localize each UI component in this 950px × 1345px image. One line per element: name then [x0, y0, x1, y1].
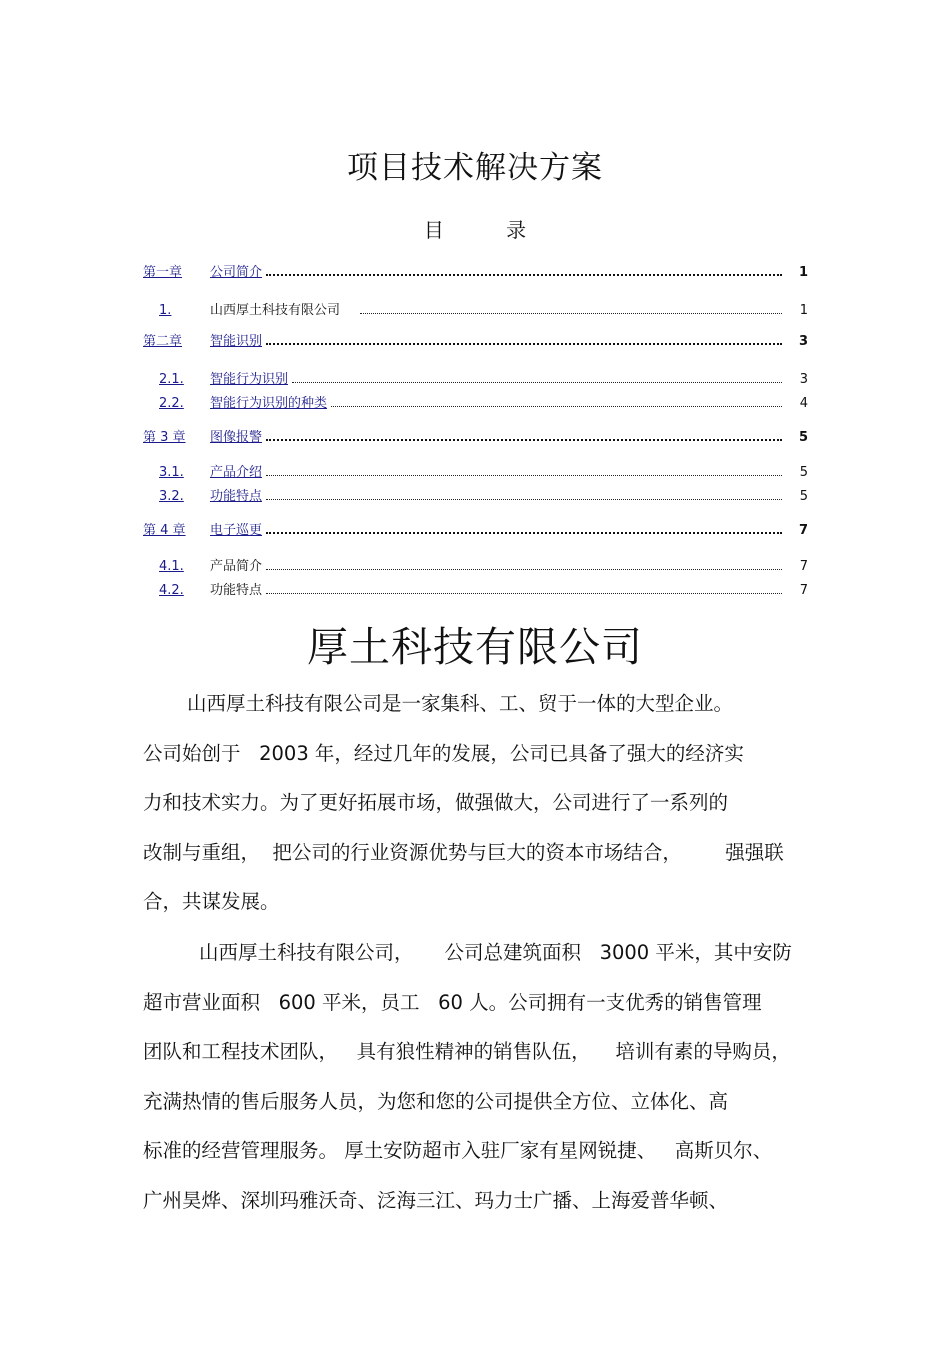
toc-entry-title[interactable]: 产品介绍: [210, 465, 263, 480]
toc-leader-dots: [266, 438, 782, 441]
toc-entry-title[interactable]: 山西厚土科技有限公司: [210, 303, 341, 318]
toc-entry[interactable]: [143, 580, 808, 598]
toc-entry-title[interactable]: 智能行为识别: [210, 372, 289, 387]
toc-entry-title[interactable]: 智能行为识别的种类: [210, 396, 328, 411]
toc-entry-page: 4: [799, 396, 808, 411]
toc-entry-number[interactable]: 第二章: [143, 334, 183, 349]
paragraph-line: 山西厚土科技有限公司是一家集科、工、贸于一体的大型企业。: [187, 692, 734, 715]
toc-entry-number[interactable]: 第 3 章: [143, 430, 186, 445]
toc-leader-dots: [266, 531, 782, 534]
toc-entry[interactable]: [143, 427, 808, 445]
toc-entry-title[interactable]: 功能特点: [210, 583, 263, 598]
toc-entry-page: 3: [799, 372, 808, 387]
toc-leader-dots: [266, 498, 782, 500]
toc-leader-dots: [360, 312, 782, 314]
toc-entry-number[interactable]: 3.2.: [159, 489, 184, 504]
toc-entry[interactable]: [143, 300, 808, 318]
toc-entry-number[interactable]: 2.1.: [159, 372, 184, 387]
toc-entry-number[interactable]: 4.1.: [159, 559, 184, 574]
company-title: 厚土科技有限公司: [307, 623, 643, 671]
toc-entry-page: 5: [799, 489, 808, 504]
toc-entry[interactable]: [143, 462, 808, 480]
toc-entry-page: 5: [799, 465, 808, 480]
toc-entry-page: 1: [799, 303, 808, 318]
toc-entry-page: 1: [798, 265, 808, 280]
toc-entry-title[interactable]: 图像报警: [210, 430, 263, 445]
paragraph-line: 公司始创于 2003 年，经过几年的发展，公司已具备了强大的经济实: [143, 741, 744, 765]
toc-entry-page: 5: [798, 430, 808, 445]
paragraph-line: 标准的经营管理服务。 厚土安防超市入驻厂家有星网锐捷、 高斯贝尔、: [143, 1139, 773, 1163]
paragraph-line: 超市营业面积 600 平米，员工 60 人。公司拥有一支优秀的销售管理: [143, 990, 762, 1014]
toc-entry[interactable]: [143, 520, 808, 538]
toc-entry[interactable]: [143, 393, 808, 411]
toc-heading: 目 录: [423, 218, 555, 242]
toc-entry-number[interactable]: 2.2.: [159, 396, 184, 411]
toc-entry-page: 7: [799, 583, 808, 598]
doc-title: 项目技术解决方案: [347, 150, 603, 186]
toc-entry-number[interactable]: 3.1.: [159, 465, 184, 480]
toc-entry[interactable]: [143, 486, 808, 504]
toc-entry[interactable]: [143, 369, 808, 387]
toc-leader-dots: [266, 474, 782, 476]
toc-entry-number[interactable]: 第一章: [143, 265, 183, 280]
toc-entry-page: 3: [798, 334, 808, 349]
toc-leader-dots: [266, 342, 782, 345]
toc-leader-dots: [266, 592, 782, 594]
toc-entry-title[interactable]: 产品简介: [210, 559, 263, 574]
toc-entry-page: 7: [799, 559, 808, 574]
toc-entry-title[interactable]: 智能识别: [210, 334, 263, 349]
toc-entry-title[interactable]: 公司简介: [210, 265, 263, 280]
toc-entry[interactable]: [143, 556, 808, 574]
toc-entry-number[interactable]: 第 4 章: [143, 523, 186, 538]
paragraph-intro: [143, 679, 813, 927]
toc-entry[interactable]: [143, 262, 808, 280]
toc-leader-dots: [331, 405, 782, 407]
paragraph-overview: [143, 928, 813, 1226]
toc-entry-page: 7: [798, 523, 808, 538]
toc-entry-number[interactable]: 1.: [159, 303, 172, 318]
toc-entry-title[interactable]: 功能特点: [210, 489, 263, 504]
paragraph-line: 广州昊烨、深圳玛雅沃奇、泛海三江、玛力士广播、上海爱普华顿、: [143, 1188, 729, 1212]
paragraph-line: 团队和工程技术团队， 具有狼性精神的销售队伍， 培训有素的导购员，: [143, 1040, 791, 1064]
paragraph-line: 充满热情的售后服务人员，为您和您的公司提供全方位、立体化、高: [143, 1089, 729, 1113]
toc-leader-dots: [292, 381, 782, 383]
toc-leader-dots: [266, 273, 782, 276]
paragraph-line: 力和技术实力。为了更好拓展市场，做强做大，公司进行了一系列的: [143, 791, 729, 815]
paragraph-line: 合，共谋发展。: [143, 890, 280, 914]
toc-leader-dots: [266, 568, 782, 570]
paragraph-line: 改制与重组， 把公司的行业资源优势与巨大的资本市场结合， 强强联: [143, 840, 784, 864]
paragraph-line: 山西厚土科技有限公司， 公司总建筑面积 3000 平米，其中安防: [199, 941, 792, 964]
toc-entry-number[interactable]: 4.2.: [159, 583, 184, 598]
toc-entry-title[interactable]: 电子巡更: [210, 523, 263, 538]
toc-entry[interactable]: [143, 331, 808, 349]
